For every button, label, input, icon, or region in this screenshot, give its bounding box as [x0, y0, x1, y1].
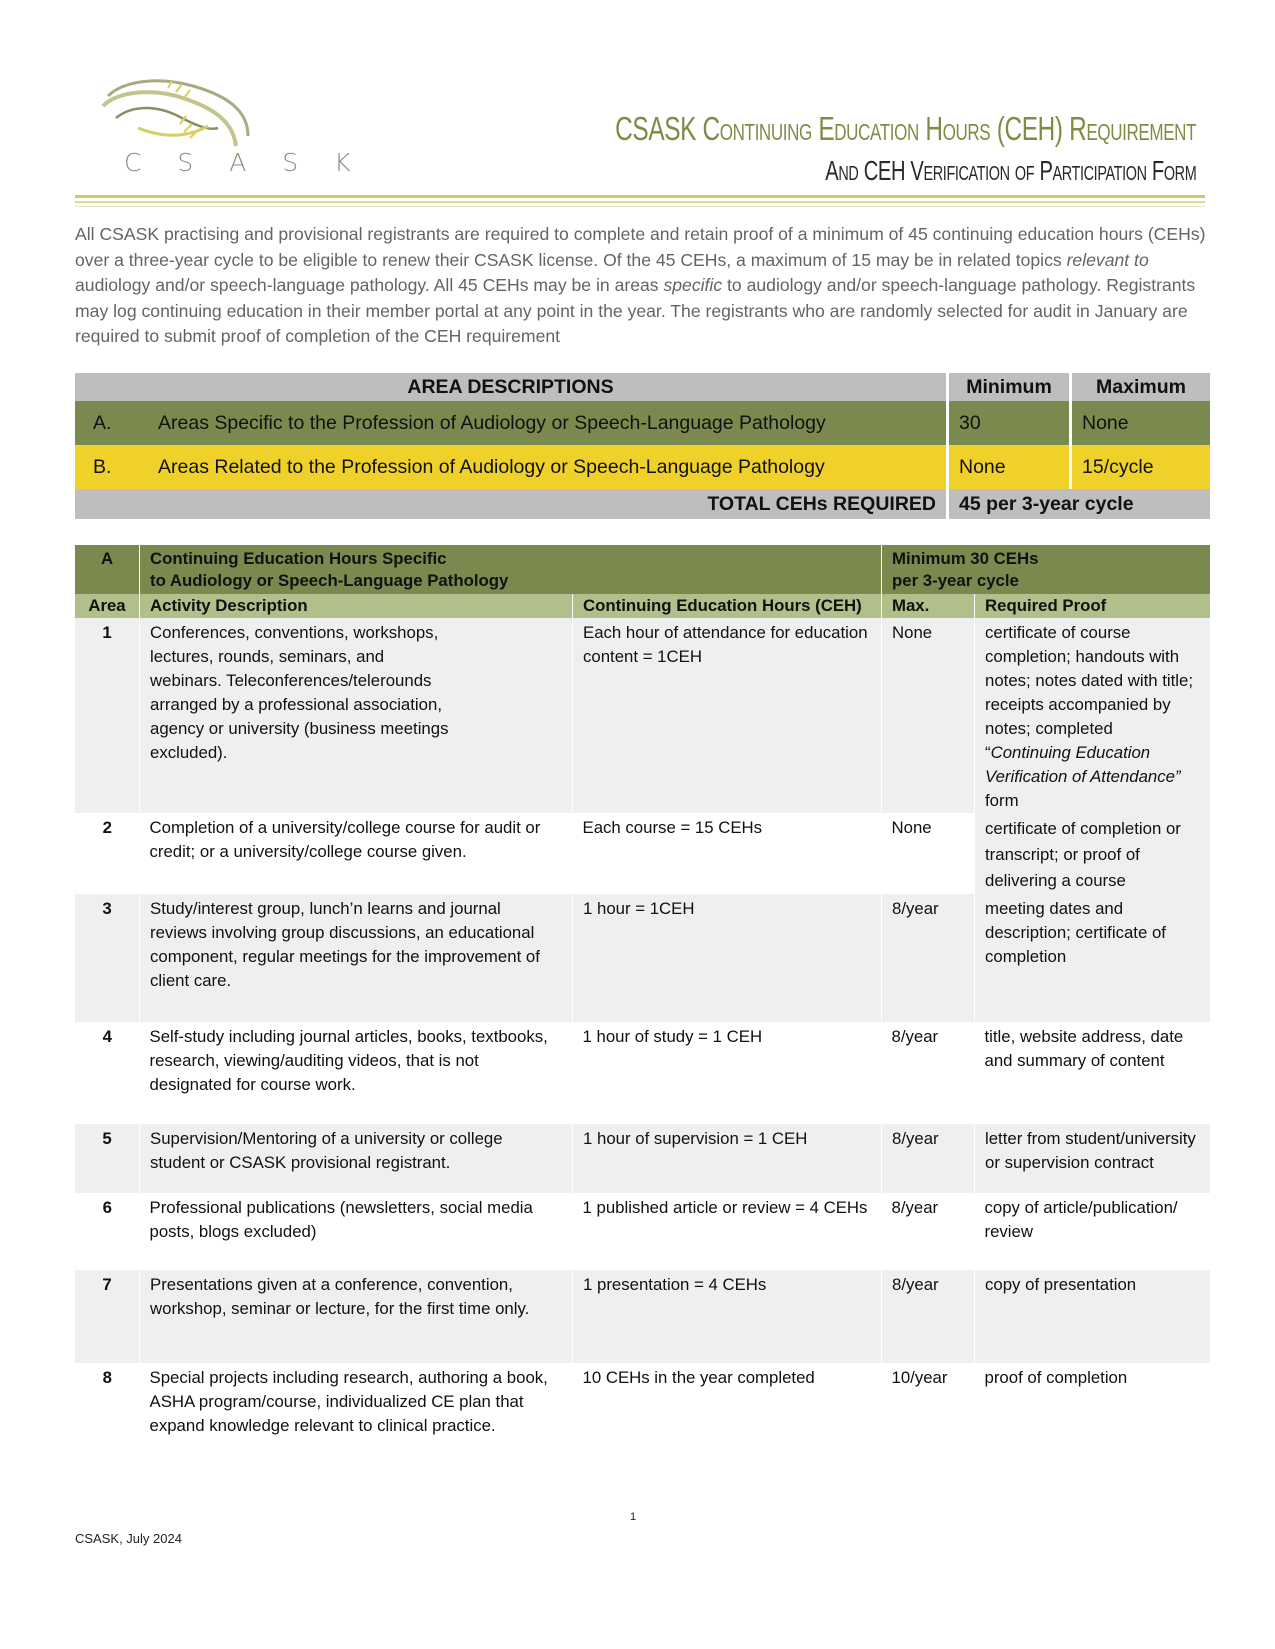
row-max: None — [882, 618, 975, 813]
row-area: 7 — [75, 1270, 140, 1363]
table-row — [75, 1193, 1210, 1270]
row-max: 8/year — [882, 894, 975, 1022]
area-description: Areas Specific to the Profession of Audiology or Speech-Language Pathology — [148, 401, 948, 445]
row-proof: meeting dates and description; certificate of completion — [975, 894, 1211, 1022]
area-letter: B. — [75, 445, 148, 489]
row-area: 2 — [75, 813, 140, 894]
area-maximum: 15/cycle — [1071, 445, 1211, 489]
table-row — [75, 618, 1210, 813]
column-headers — [75, 594, 1210, 618]
table-row — [75, 894, 1210, 1022]
row-proof: title, website address, date and summary of content — [975, 1022, 1211, 1124]
row-ceh: Each hour of attendance for education content = 1CEH — [573, 618, 882, 813]
row-area: 8 — [75, 1363, 140, 1443]
area-descriptions-table — [75, 373, 1210, 519]
table-row — [75, 1363, 1210, 1443]
total-label: TOTAL CEHs REQUIRED — [75, 489, 948, 519]
row-ceh: 1 hour of supervision = 1 CEH — [573, 1124, 882, 1193]
area-descriptions-header: AREA DESCRIPTIONS — [75, 373, 948, 401]
total-row — [75, 489, 1210, 519]
footer-date: CSASK, July 2024 — [75, 1531, 182, 1546]
col-area: Area — [75, 594, 140, 618]
row-ceh: 1 hour = 1CEH — [573, 894, 882, 1022]
area-minimum: 30 — [948, 401, 1071, 445]
row-proof: copy of presentation — [975, 1270, 1211, 1363]
row-max: 8/year — [882, 1124, 975, 1193]
row-activity: Completion of a university/college course for audit or credit; or a university/college course given. — [140, 813, 573, 894]
section-a-header — [75, 545, 1210, 594]
table-row — [75, 813, 1210, 894]
total-value: 45 per 3-year cycle — [948, 489, 1211, 519]
row-area: 1 — [75, 618, 140, 813]
header-rule — [75, 195, 1205, 198]
row-max: 8/year — [882, 1270, 975, 1363]
row-proof: copy of article/publication/ review — [975, 1193, 1211, 1270]
table-row — [75, 1022, 1210, 1124]
row-max: 8/year — [882, 1193, 975, 1270]
col-max: Max. — [882, 594, 975, 618]
table-row — [75, 1124, 1210, 1193]
section-a-table — [75, 545, 1210, 1443]
logo-wordmark: C S A S K — [124, 148, 365, 177]
row-activity: Supervision/Mentoring of a university or college student or CSASK provisional registrant. — [140, 1124, 573, 1193]
row-area: 3 — [75, 894, 140, 1022]
row-ceh: 1 published article or review = 4 CEHs — [573, 1193, 882, 1270]
row-proof: certificate of completion or transcript; or proof of delivering a course — [975, 813, 1211, 894]
page-number: 1 — [630, 1511, 637, 1523]
table-row — [75, 1270, 1210, 1363]
area-row-b — [75, 445, 1210, 489]
row-area: 4 — [75, 1022, 140, 1124]
col-activity: Activity Description — [140, 594, 573, 618]
area-table-header — [75, 373, 1210, 401]
row-activity: Study/interest group, lunch’n learns and journal reviews involving group discussions, an educational component, regular meetings for the improvement of client care. — [140, 894, 573, 1022]
page-title: CSASK Continuing Education Hours (CEH) Requirement — [615, 110, 1196, 147]
row-area: 5 — [75, 1124, 140, 1193]
row-activity: Professional publications (newsletters, social media posts, blogs excluded) — [140, 1193, 573, 1270]
row-activity: Conferences, conventions, workshops, lectures, rounds, seminars, and webinars. Teleconferences/telerounds arranged by a professional association, agency or university (business meetings excluded). — [140, 618, 573, 813]
intro-paragraph: All CSASK practising and provisional registrants are required to complete and retain proof of a minimum of 45 continuing education hours (CEHs) over a three-year cycle to be eligible to renew their CSASK license. Of the 45 CEHs, a maximum of 15 may be in related topics relevant to audiology and/or speech-language pathology. All 45 CEHs may be in areas specific to audiology and/or speech-language pathology. Registrants may log continuing education in their member portal at any point in the year. The registrants who are randomly selected for audit in January are required to submit proof of completion of the CEH requirement — [75, 224, 1206, 347]
row-ceh: 10 CEHs in the year completed — [573, 1363, 882, 1443]
minimum-header: Minimum — [948, 373, 1071, 401]
row-max: 8/year — [882, 1022, 975, 1124]
header-rule-3 — [75, 206, 1205, 207]
row-ceh: 1 presentation = 4 CEHs — [573, 1270, 882, 1363]
maximum-header: Maximum — [1071, 373, 1211, 401]
area-maximum: None — [1071, 401, 1211, 445]
row-max: 10/year — [882, 1363, 975, 1443]
row-activity: Presentations given at a conference, convention, workshop, seminar or lecture, for the first time only. — [140, 1270, 573, 1363]
col-ceh: Continuing Education Hours (CEH) — [573, 594, 882, 618]
row-ceh: Each course = 15 CEHs — [573, 813, 882, 894]
row-proof: proof of completion — [975, 1363, 1211, 1443]
row-area: 6 — [75, 1193, 140, 1270]
row-ceh: 1 hour of study = 1 CEH — [573, 1022, 882, 1124]
header-rule-2 — [75, 201, 1205, 203]
area-row-a — [75, 401, 1210, 445]
section-code: A — [75, 545, 140, 594]
col-proof: Required Proof — [975, 594, 1211, 618]
area-letter: A. — [75, 401, 148, 445]
row-activity: Special projects including research, authoring a book, ASHA program/course, individualized CE plan that expand knowledge relevant to clinical practice. — [140, 1363, 573, 1443]
page-subtitle: And CEH Verification of Participation Form — [824, 155, 1196, 186]
area-minimum: None — [948, 445, 1071, 489]
row-proof: letter from student/university or supervision contract — [975, 1124, 1211, 1193]
row-max: None — [882, 813, 975, 894]
area-description: Areas Related to the Profession of Audiology or Speech-Language Pathology — [148, 445, 948, 489]
section-title: Continuing Education Hours Specific to Audiology or Speech-Language Pathology — [140, 545, 882, 594]
row-activity: Self-study including journal articles, books, textbooks, research, viewing/auditing videos, that is not designated for course work. — [140, 1022, 573, 1124]
section-minimum: Minimum 30 CEHs per 3-year cycle — [882, 545, 1211, 594]
row-proof: certificate of course completion; handouts with notes; notes dated with title; receipts accompanied by notes; completed “Continuing Education Verification of Attendance” form — [975, 618, 1211, 813]
